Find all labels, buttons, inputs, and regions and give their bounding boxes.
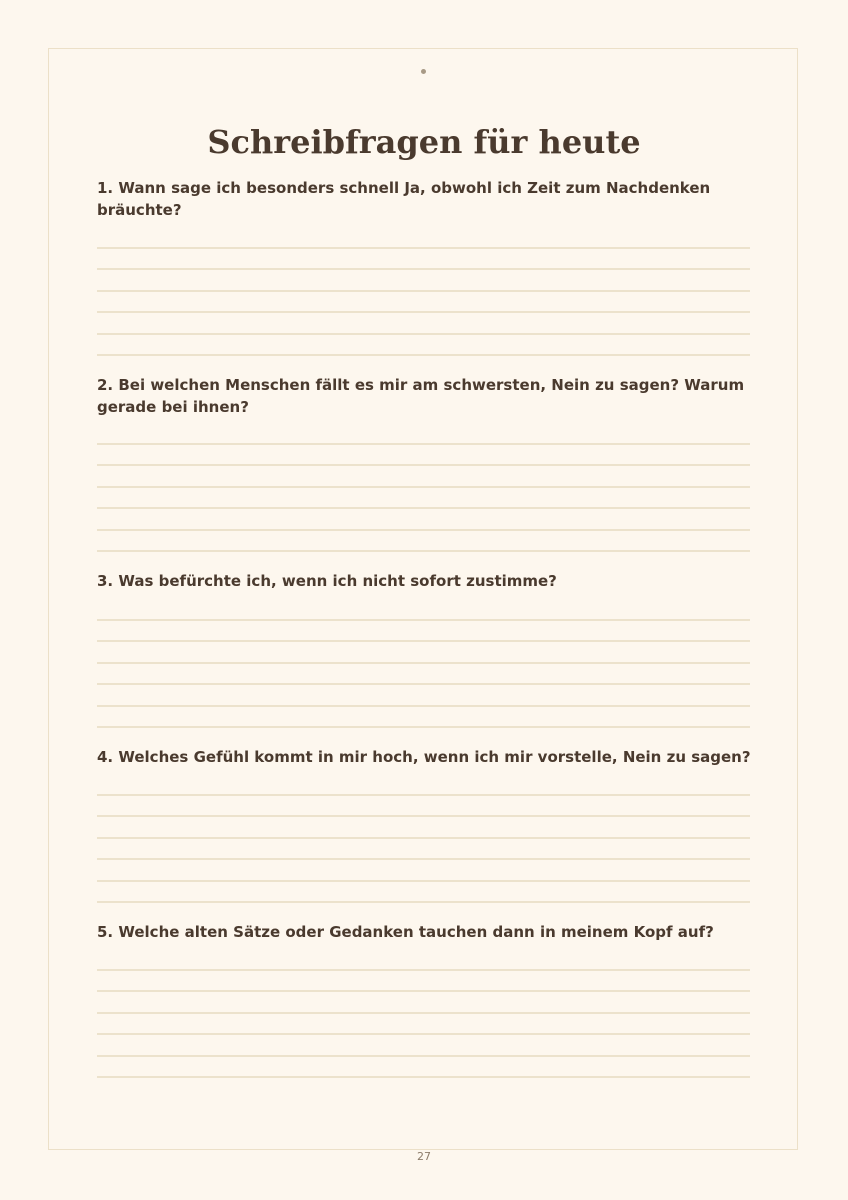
writing-line — [97, 969, 750, 971]
writing-line — [97, 1012, 750, 1014]
writing-line — [97, 683, 750, 685]
writing-line — [97, 268, 750, 270]
page-number: 27 — [417, 1150, 431, 1163]
question-5: 5. Welche alten Sätze oder Gedanken tauchen dann in meinem Kopf auf? — [97, 923, 714, 941]
writing-line — [97, 726, 750, 728]
question-2: 2. Bei welchen Menschen fällt es mir am schwersten, Nein zu sagen? Warum gerade bei ihnen? — [97, 376, 745, 416]
writing-line — [97, 837, 750, 839]
question-4: 4. Welches Gefühl kommt in mir hoch, wenn ich mir vorstelle, Nein zu sagen? — [97, 748, 751, 766]
writing-line — [97, 901, 750, 903]
writing-line — [97, 529, 750, 531]
writing-line — [97, 507, 750, 509]
writing-line — [97, 333, 750, 335]
writing-line — [97, 247, 750, 249]
writing-line — [97, 443, 750, 445]
writing-line — [97, 794, 750, 796]
page-title: Schreibfragen für heute — [207, 123, 641, 161]
writing-line — [97, 640, 750, 642]
writing-line — [97, 464, 750, 466]
writing-line — [97, 550, 750, 552]
writing-line — [97, 662, 750, 664]
writing-line — [97, 354, 750, 356]
writing-line — [97, 486, 750, 488]
writing-line — [97, 858, 750, 860]
writing-line — [97, 619, 750, 621]
writing-line — [97, 1055, 750, 1057]
writing-line — [97, 815, 750, 817]
writing-line — [97, 290, 750, 292]
writing-line — [97, 990, 750, 992]
question-3: 3. Was befürchte ich, wenn ich nicht sofort zustimme? — [97, 572, 557, 590]
decorative-dot — [421, 69, 426, 74]
writing-line — [97, 880, 750, 882]
writing-line — [97, 311, 750, 313]
writing-line — [97, 1033, 750, 1035]
question-1: 1. Wann sage ich besonders schnell Ja, obwohl ich Zeit zum Nachdenken bräuchte? — [97, 179, 711, 219]
writing-line — [97, 705, 750, 707]
writing-line — [97, 1076, 750, 1078]
